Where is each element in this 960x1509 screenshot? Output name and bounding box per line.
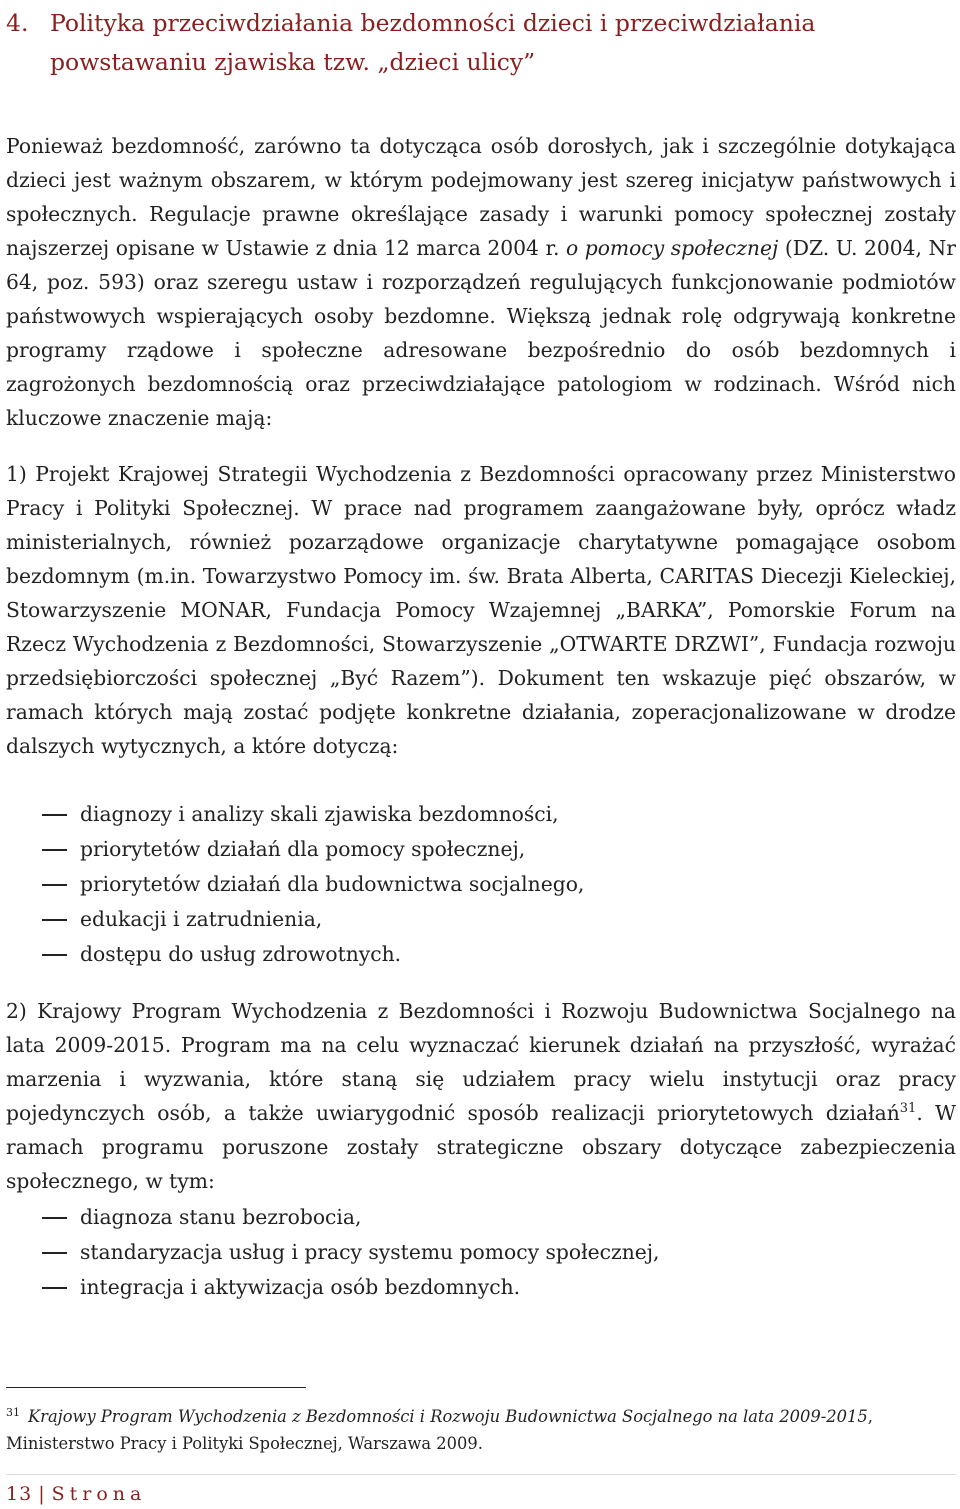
- list-item: diagnozy i analizy skali zjawiska bezdomności,: [6, 797, 956, 832]
- section-title-line-2: powstawaniu zjawiska tzw. „dzieci ulicy”: [50, 48, 536, 76]
- section-title-line-1: Polityka przeciwdziałania bezdomności dzieci i przeciwdziałania: [50, 9, 816, 37]
- list-item: priorytetów działań dla budownictwa socjalnego,: [6, 867, 956, 902]
- list-item: diagnoza stanu bezrobocia,: [6, 1200, 956, 1235]
- dash-bullet: [42, 954, 67, 956]
- page-number: 13: [6, 1483, 33, 1505]
- footnote-number: 31: [6, 1405, 20, 1419]
- page-footer-divider: [6, 1474, 956, 1475]
- intro-paragraph: [6, 129, 956, 435]
- dash-bullet: [42, 849, 67, 851]
- section-number: 4.: [6, 9, 29, 37]
- dash-bullet: [42, 1287, 67, 1289]
- section-heading: [6, 4, 956, 82]
- page-separator: |: [38, 1483, 46, 1505]
- footnote: [6, 1403, 956, 1457]
- intro-text-2: (DZ. U. 2004, Nr 64, poz. 593) oraz szeregu ustaw i rozporządzeń regulujących funkcjonowanie podmiotów państwowych wspierających osoby bezdomne. Większą jednak rolę odgrywają konkretne programy rządowe i społeczne adresowane bezpośrednio do osób bezdomnych i zagrożonych bezdomnością oraz przeciwdziałające patologiom w rodzinach. Wśród nich kluczowe znaczenie mają:: [6, 236, 956, 430]
- list-item: edukacji i zatrudnienia,: [6, 902, 956, 937]
- dash-bullet: [42, 1252, 67, 1254]
- footnote-reference[interactable]: 31: [899, 1101, 917, 1117]
- list-item: dostępu do usług zdrowotnych.: [6, 937, 956, 972]
- program-1-list: [6, 797, 956, 972]
- program-2-list: [6, 1200, 956, 1305]
- dash-bullet: [42, 884, 67, 886]
- list-item: integracja i aktywizacja osób bezdomnych.: [6, 1270, 956, 1305]
- intro-text-1: Ponieważ bezdomność, zarówno ta dotycząca osób dorosłych, jak i szczególnie dotykająca dzieci jest ważnym obszarem, w którym podejmowany jest szereg inicjatyw państwowych i społecznych. Regulacje prawne określające zasady i warunki pomocy społecznej zostały najszerzej opisane w Ustawie z dnia 12 marca 2004 r.: [6, 134, 956, 260]
- intro-italic-title: o pomocy społecznej: [565, 236, 779, 260]
- list-item: priorytetów działań dla pomocy społecznej,: [6, 832, 956, 867]
- program-1-paragraph: 1) Projekt Krajowej Strategii Wychodzenia z Bezdomności opracowany przez Ministerstwo Pracy i Polityki Społecznej. W prace nad programem zaangażowane były, oprócz władz ministerialnych, również pozarządowe organizacje charytatywne pomagające osobom bezdomnym (m.in. Towarzystwo Pomocy im. św. Brata Alberta, CARITAS Diecezji Kieleckiej, Stowarzyszenie MONAR, Fundacja Pomocy Wzajemnej „BARKA”, Pomorskie Forum na Rzecz Wychodzenia z Bezdomności, Stowarzyszenie „OTWARTE DRZWI”, Fundacja rozwoju przedsiębiorczości społecznej „Być Razem”). Dokument ten wskazuje pięć obszarów, w ramach których mają zostać podjęte konkretne działania, zoperacjonalizowane w drodze dalszych wytycznych, a które dotyczą:: [6, 462, 956, 758]
- list-item: standaryzacja usług i pracy systemu pomocy społecznej,: [6, 1235, 956, 1270]
- page-footer: [6, 1481, 146, 1507]
- program-2-text-2: . W ramach programu poruszone zostały strategiczne obszary dotyczące zabezpieczenia społecznego, w tym:: [6, 1101, 956, 1193]
- dash-bullet: [42, 1217, 67, 1219]
- footnote-italic-title: Krajowy Program Wychodzenia z Bezdomności i Rozwoju Budownictwa Socjalnego na lata 2009-2015: [28, 1407, 868, 1426]
- footnote-rest: , Ministerstwo Pracy i Polityki Społecznej, Warszawa 2009.: [6, 1407, 873, 1453]
- footnote-divider: [6, 1387, 306, 1388]
- page-label: Strona: [51, 1483, 147, 1505]
- dash-bullet: [42, 919, 67, 921]
- program-2-text-1: 2) Krajowy Program Wychodzenia z Bezdomności i Rozwoju Budownictwa Socjalnego na lata 2009-2015. Program ma na celu wyznaczać kierunek działań na przyszłość, wyrażać marzenia i wyzwania, które staną się udziałem pracy wielu instytucji oraz pracy pojedynczych osób, a także uwiarygodnić sposób realizacji priorytetowych działań: [6, 999, 956, 1125]
- program-2-paragraph: [6, 994, 956, 1198]
- dash-bullet: [42, 814, 67, 816]
